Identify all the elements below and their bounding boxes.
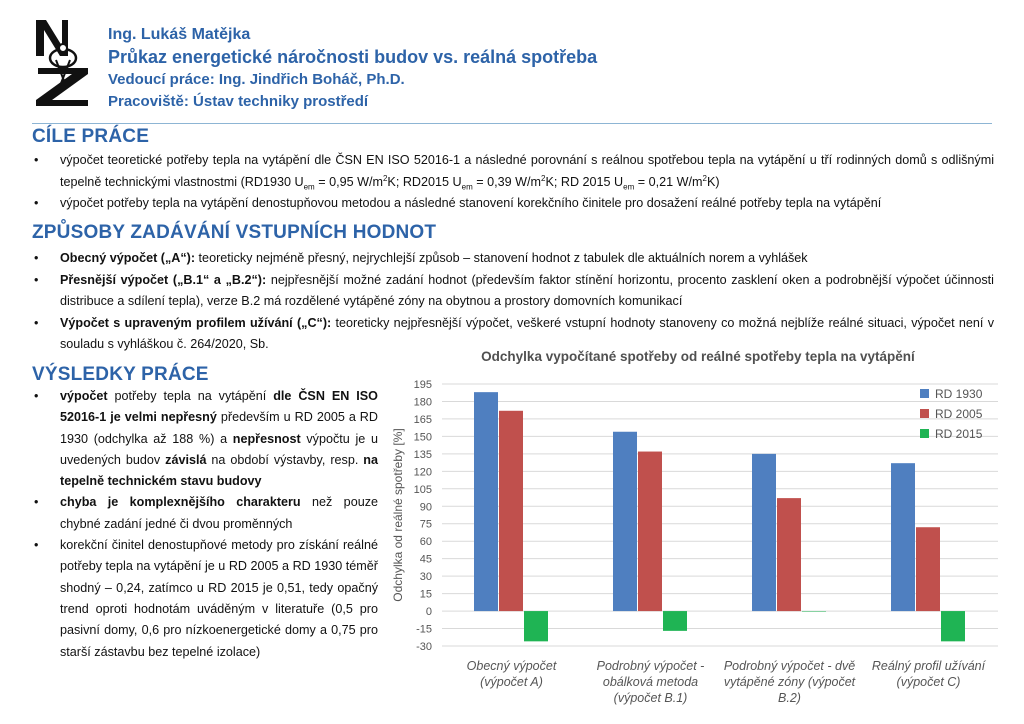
inputs-list [32,248,994,356]
supervisor: Vedoucí práce: Ing. Jindřich Boháč, Ph.D. [108,71,405,88]
x-tick-label: Obecný výpočet [466,659,557,673]
x-tick-label: B.2) [778,691,801,705]
y-tick-label: -15 [416,623,432,636]
header-divider [32,123,992,124]
x-tick-label: obálková metoda [602,675,699,689]
results-list [32,386,378,663]
bar-rd-2005 [916,527,940,611]
section-heading-goals: CÍLE PRÁCE [32,126,150,147]
section-heading-inputs: ZPŮSOBY ZADÁVÁNÍ VSTUPNÍCH HODNOT [32,222,437,243]
bar-rd-2015 [941,611,965,641]
header [108,24,597,113]
goals-list [32,150,994,215]
y-axis-label: Odchylka od reálné spotřeby [%] [391,428,405,602]
list-item: • výpočet teoretické potřeby tepla na vytápění dle ČSN EN ISO 52016-1 a následné porovnání s reálnou spotřebou tepla na vytápění u tří rodinných domů s odlišnými tepelně technickými vlastnostmi (RD1930 $U_{em} = 0,95$ $W/m^2K$; RD2015 $U_{em} = 0,39$ $W/m^2K$; RD 2015 $U_{em} = 0,21$ $W/m^2K$) [34,153,994,192]
university-logo [32,16,94,108]
list-item: • Přesnější výpočet („B.1“ a „B.2“): nejpřesnější možné zadání hodnot (především faktor stínění horizontu, procento zasklení oken a podrobnější výpočet účinnosti distribuce a sdílení tepla), verze B.2 má rozdělené vytápěné zóny na obytnou a prostory domovních komunikací [34,272,994,308]
y-tick-label: 0 [425,606,432,619]
list-item: • výpočet potřeby tepla na vytápění dle ČSN EN ISO 52016-1 je velmi nepřesný především u RD 2005 a RD 1930 (odchylka až 188 %) a nepřesnost výpočtu je u uvedených budov závislá na období výstavby, resp. na tepelně technickém stavu budovy [34,389,378,489]
list-item: • Obecný výpočet („A“): teoreticky nejméně přesný, nejrychlejší způsob – stanovení hodnot z tabulek dle aktuálních norem a vyhlášek [34,251,808,265]
bar-rd-2005 [638,452,662,612]
y-tick-label: 30 [419,571,432,584]
y-tick-label: 180 [413,396,432,409]
thesis-title: Průkaz energetické náročnosti budov vs. reálná spotřeba [108,47,598,67]
x-tick-label: Reálný profil užívání [871,659,986,673]
bar-rd-1930 [474,392,498,611]
y-tick-label: 195 [413,379,432,391]
chart-title: Odchylka vypočítané spotřeby od reálné spotřeby tepla na vytápění [481,349,915,364]
legend-swatch [920,409,929,418]
list-item: • korekční činitel denostupňové metody pro získání reálné potřeby tepla na vytápění je u RD 2005 a RD 1930 téměř shodný – 0,24, zatímco u RD 2015 je 0,51, tedy opačný trend oproti hodnotám uváděným v literatuře (0,5 pro pasivní domy, 0,6 pro nízkoenergetické domy a 0,75 pro starší zástavbu bez tepelné izolace) [34,538,378,659]
y-tick-label: 15 [419,588,432,601]
list-item: • výpočet potřeby tepla na vytápění denostupňovou metodou a následné stanovení korekčního činitele pro dosažení reálné potřeby tepla na vytápění [34,196,882,210]
x-tick-label: (výpočet A) [480,675,543,689]
legend-label: RD 2005 [935,407,983,421]
list-item: • chyba je komplexnějšího charakteru než pouze chybné zadání jedné či dvou proměnných [34,495,378,531]
y-tick-label: 45 [419,553,432,566]
y-tick-label: 60 [419,536,432,549]
x-tick-label: Podrobný výpočet - [596,659,705,673]
list-item: • Výpočet s upraveným profilem užívání („C“): teoreticky nejpřesnější výpočet, veškeré vstupní hodnoty stanoveny co možná nejblíže reálné situaci, výpočet není v souladu s vyhláškou č. 264/2020, Sb. [34,315,994,351]
y-tick-label: 165 [413,413,432,426]
x-tick-label: vytápěné zóny (výpočet [723,675,856,689]
x-tick-label: (výpočet C) [896,675,961,689]
section-heading-results: VÝSLEDKY PRÁCE [32,364,209,385]
y-tick-label: 135 [413,448,432,461]
x-tick-label: (výpočet B.1) [613,691,688,705]
y-tick-label: 75 [419,518,432,531]
legend-swatch [920,429,929,438]
bar-rd-1930 [613,432,637,611]
y-tick-label: 105 [413,483,432,496]
deviation-bar-chart [380,370,1010,715]
x-tick-label: Podrobný výpočet - dvě [723,659,856,673]
legend-label: RD 1930 [935,387,983,401]
bar-rd-2005 [777,498,801,611]
bar-rd-2015 [524,611,548,641]
y-tick-label: 90 [419,501,432,514]
y-tick-label: 120 [413,466,432,479]
y-tick-label: 150 [413,431,432,444]
bar-rd-1930 [891,463,915,611]
legend-label: RD 2015 [935,427,983,441]
y-tick-label: -30 [416,641,432,653]
department: Pracoviště: Ústav techniky prostředí [108,93,369,110]
bar-rd-2005 [499,411,523,611]
bar-rd-2015 [663,611,687,631]
author-name: Ing. Lukáš Matějka [108,26,251,43]
bar-rd-2015 [802,611,826,612]
legend-swatch [920,389,929,398]
bar-rd-1930 [752,454,776,611]
